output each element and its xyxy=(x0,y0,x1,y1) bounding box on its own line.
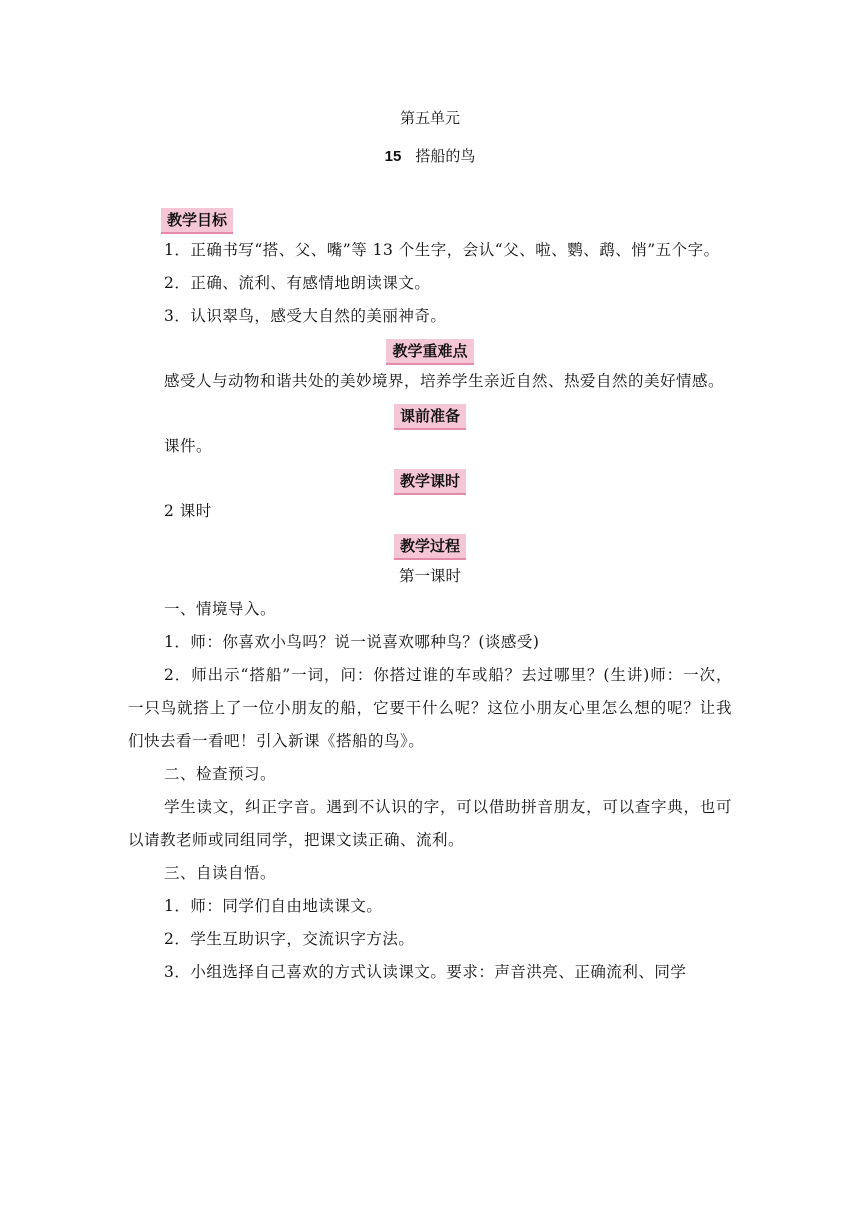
lesson-number: 15 xyxy=(384,148,402,165)
process-heading-row xyxy=(128,534,732,560)
process-item: 学生读文，纠正字音。遇到不认识的字，可以借助拼音朋友，可以查字典，也可以请教老师或同组同学，把课文读正确、流利。 xyxy=(128,798,732,849)
process-item: 三、自读自悟。 xyxy=(164,864,277,882)
key-points-text: 感受人与动物和谐共处的美妙境界，培养学生亲近自然、热爱自然的美好情感。 xyxy=(164,372,725,390)
first-period-title: 第一课时 xyxy=(398,567,461,585)
key-points-heading-row xyxy=(128,339,732,365)
unit-title: 第五单元 xyxy=(399,109,460,127)
hours-badge: 教学课时 xyxy=(394,469,466,495)
process-item: 3．小组选择自己喜欢的方式认读课文。要求：声音洪亮、正确流利、同学 xyxy=(164,963,687,981)
process-item: 1．师：同学们自由地读课文。 xyxy=(164,897,383,915)
preparation-text: 课件。 xyxy=(164,437,213,455)
process-item: 1．师：你喜欢小鸟吗？说一说喜欢哪种鸟？(谈感受) xyxy=(164,633,540,651)
objective-item: 3．认识翠鸟，感受大自然的美丽神奇。 xyxy=(164,307,447,325)
process-item: 一、情境导入。 xyxy=(164,600,277,618)
lesson-title: 搭船的鸟 xyxy=(415,147,476,165)
process-badge: 教学过程 xyxy=(394,534,466,560)
process-item: 2．学生互助识字，交流识字方法。 xyxy=(164,930,415,948)
process-item: 二、检查预习。 xyxy=(164,765,277,783)
objective-item: 1．正确书写“搭、父、嘴”等 13 个生字，会认“父、啦、鹦、鹉、悄”五个字。 xyxy=(164,241,720,259)
preparation-badge: 课前准备 xyxy=(394,404,466,430)
objective-item: 2．正确、流利、有感情地朗读课文。 xyxy=(164,274,431,292)
key-points-badge: 教学重难点 xyxy=(386,339,473,365)
hours-text: 2 课时 xyxy=(164,502,212,520)
preparation-heading-row xyxy=(128,404,732,430)
process-item: 2．师出示“搭船”一词，问：你搭过谁的车或船？去过哪里？(生讲)师：一次，一只鸟就搭上了一位小朋友的船，它要干什么呢？这位小朋友心里怎么想的呢？让我们快去看一看吧！引入新课《搭船的鸟》。 xyxy=(128,666,732,750)
hours-heading-row xyxy=(128,469,732,495)
objectives-heading-row xyxy=(161,208,732,234)
objectives-badge: 教学目标 xyxy=(161,208,233,234)
lesson-heading xyxy=(128,146,732,167)
